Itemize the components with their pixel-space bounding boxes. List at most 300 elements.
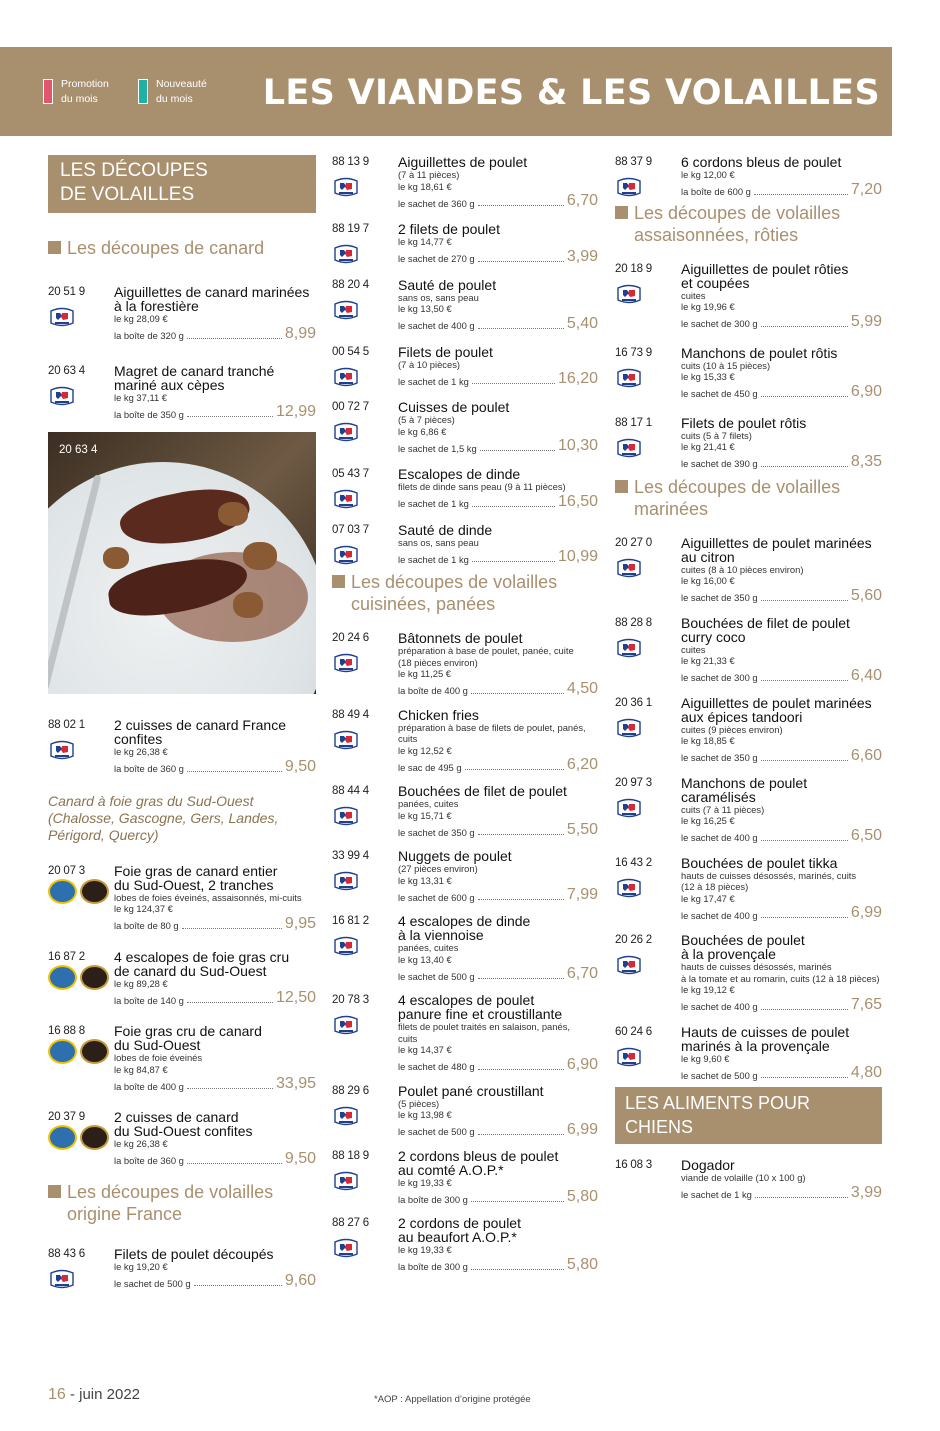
product-item	[48, 864, 316, 932]
product-item	[332, 1149, 598, 1206]
product-name: Hauts de cuisses de poulet	[681, 1023, 850, 1040]
product-price: 4,50	[566, 679, 598, 697]
product-price: 9,60	[284, 1272, 316, 1289]
product-name: Bouchées de poulet tikka	[681, 854, 838, 871]
product-detail: lobes de foies éveinés, assaisonnés, mi-cuits	[114, 891, 302, 903]
sud-ouest-label-icon	[80, 1039, 109, 1064]
product-price: 5,50	[566, 821, 598, 838]
section-title-text: Les découpes de canard	[67, 238, 265, 258]
product-item	[615, 696, 882, 764]
product-detail: le kg 12,52 €	[398, 744, 452, 756]
product-code	[48, 285, 114, 342]
product-code-text: 16 88 8	[48, 1025, 85, 1037]
product-photo-magret	[48, 432, 316, 694]
product-item	[332, 155, 598, 209]
product-item	[332, 708, 598, 774]
product-name: panure fine et croustillante	[398, 1006, 563, 1022]
product-name: 2 cordons de poulet	[398, 1215, 521, 1231]
product-name: au beaufort A.O.P.*	[398, 1229, 517, 1245]
leader-dots	[761, 680, 848, 681]
product-detail: à la tomate et au romarin, cuits (12 à 18 pièces)	[681, 972, 880, 984]
product-item	[615, 155, 882, 198]
product-body	[398, 849, 598, 903]
volaille-francaise-flag-icon	[48, 1269, 76, 1291]
volaille-francaise-flag-icon	[332, 300, 360, 322]
product-name: caramélisés	[681, 788, 756, 805]
product-body	[681, 1025, 882, 1082]
package-label: le sachet de 400 g	[398, 320, 475, 331]
volaille-francaise-flag-icon	[615, 558, 643, 580]
product-detail: hauts de cuisses désossés, marinés	[681, 961, 832, 972]
product-item	[615, 262, 882, 330]
section-box-line: LES ALIMENTS POUR CHIENS	[625, 1093, 811, 1137]
product-name: à la viennoise	[398, 927, 484, 943]
package-label: le sachet de 300 g	[681, 672, 758, 683]
leader-dots	[187, 338, 282, 339]
product-detail: le kg 19,33 €	[398, 1244, 452, 1255]
product-body	[114, 364, 316, 421]
leader-dots	[478, 834, 564, 835]
product-name: Aiguillettes de poulet marinées	[681, 694, 872, 711]
product-item	[615, 933, 882, 1013]
product-detail: (7 à 10 pièces)	[398, 358, 461, 370]
volaille-francaise-flag-icon	[332, 177, 360, 199]
section-title-cuisinees-panees	[332, 571, 598, 615]
mushroom-shape	[243, 542, 277, 570]
product-item	[48, 364, 316, 421]
package-label: le sachet de 350 g	[681, 752, 758, 763]
product-item	[615, 346, 882, 400]
leader-dots	[472, 506, 555, 507]
product-detail: le kg 13,40 €	[398, 953, 452, 965]
section-title-origine-france	[48, 1181, 316, 1225]
price-line	[681, 1064, 882, 1081]
product-name: Sauté de dinde	[398, 521, 493, 538]
leader-dots	[478, 1069, 564, 1070]
section-title-text: cuisinées, panées	[351, 594, 496, 614]
product-body	[398, 400, 598, 454]
sud-ouest-label-icon	[80, 965, 109, 990]
product-detail: cuites	[681, 289, 706, 301]
price-line	[398, 1256, 598, 1273]
sud-ouest-label-icon	[80, 879, 109, 904]
product-price: 6,60	[850, 746, 882, 764]
price-line	[398, 248, 598, 265]
product-body	[398, 708, 598, 774]
product-price: 5,80	[566, 1188, 598, 1205]
product-price: 9,50	[284, 757, 316, 775]
leader-dots	[761, 1077, 848, 1078]
product-name: 2 cuisses de canard France	[114, 717, 286, 733]
product-detail: panées, cuites	[398, 798, 459, 809]
section-square-icon	[332, 575, 345, 588]
leader-dots	[182, 928, 282, 929]
product-price: 6,99	[566, 1120, 598, 1138]
product-code	[332, 1149, 398, 1206]
product-item	[48, 285, 316, 342]
package-label: la boîte de 400 g	[398, 685, 468, 696]
product-code	[48, 1247, 114, 1290]
product-detail: cuites (8 à 10 pièces environ)	[681, 563, 804, 575]
product-body	[681, 933, 882, 1013]
product-price: 7,20	[850, 180, 882, 198]
product-body	[398, 993, 598, 1073]
product-code-text: 88 17 1	[615, 416, 652, 429]
product-body	[681, 262, 882, 330]
volaille-francaise-flag-icon	[332, 1171, 360, 1193]
section-box-line: DE VOLAILLES	[60, 184, 195, 205]
product-code	[615, 416, 681, 470]
product-code-text: 60 24 6	[615, 1025, 652, 1038]
product-body	[398, 155, 598, 209]
product-name: Filets de poulet	[398, 343, 493, 360]
product-detail: (5 pièces)	[398, 1097, 440, 1109]
price-line	[114, 1150, 316, 1167]
product-detail: filets de dinde sans peau (9 à 11 pièces)	[398, 481, 566, 492]
price-line	[398, 886, 598, 903]
price-line	[681, 1184, 882, 1201]
product-code	[332, 784, 398, 838]
promotion-swatch	[43, 79, 53, 104]
product-price: 5,80	[566, 1255, 598, 1273]
product-name: Bouchées de poulet	[681, 932, 805, 948]
price-line	[114, 1075, 316, 1092]
price-line	[681, 747, 882, 764]
product-detail: préparation à base de poulet, panée, cuite	[398, 645, 574, 656]
mushroom-shape	[233, 592, 263, 618]
product-name: et coupées	[681, 274, 750, 291]
package-label: le sachet de 360 g	[398, 197, 475, 209]
product-code	[615, 696, 681, 764]
product-body	[398, 467, 598, 510]
leader-dots	[478, 978, 564, 979]
product-item	[332, 784, 598, 838]
product-item	[332, 222, 598, 265]
product-name: à la provençale	[681, 946, 776, 962]
product-code	[332, 400, 398, 454]
volaille-francaise-flag-icon	[615, 638, 643, 660]
price-line	[114, 1272, 316, 1289]
product-name: 2 cuisses de canard	[114, 1109, 239, 1125]
package-label: le sachet de 400 g	[681, 909, 758, 921]
product-price: 5,99	[850, 312, 882, 330]
section-square-icon	[48, 241, 61, 254]
product-code-text: 88 37 9	[615, 156, 652, 168]
product-code-text: 20 78 3	[332, 994, 369, 1006]
product-code-text: 07 03 7	[332, 523, 369, 536]
volaille-francaise-flag-icon	[332, 806, 360, 828]
product-code	[615, 776, 681, 844]
package-label: le sachet de 270 g	[398, 253, 475, 264]
leader-dots	[465, 769, 564, 770]
product-price: 16,20	[557, 370, 598, 387]
leader-dots	[187, 1088, 273, 1089]
product-code-text: 20 24 6	[332, 632, 369, 644]
price-line	[398, 437, 598, 454]
product-detail: cuits (5 à 7 filets)	[681, 429, 752, 441]
leader-dots	[471, 1269, 564, 1270]
product-code-text: 88 43 6	[48, 1247, 85, 1260]
product-item	[332, 523, 598, 566]
product-code	[332, 1216, 398, 1273]
product-body	[681, 536, 882, 604]
leader-dots	[761, 396, 848, 397]
product-code-text: 88 28 8	[615, 616, 652, 629]
package-label: le sachet de 400 g	[681, 832, 758, 843]
product-detail: cuites	[681, 643, 706, 655]
product-detail: le kg 16,25 €	[681, 815, 735, 826]
volaille-francaise-flag-icon	[332, 730, 360, 752]
product-item	[332, 631, 598, 697]
product-code-text: 88 20 4	[332, 278, 369, 291]
nouveaute-swatch	[138, 79, 148, 104]
volaille-francaise-flag-icon	[615, 284, 643, 306]
product-name: marinés à la provençale	[681, 1037, 830, 1054]
note-line: Périgord, Quercy)	[48, 826, 159, 843]
product-code-text: 16 43 2	[615, 856, 652, 869]
product-name: aux épices tandoori	[681, 708, 803, 725]
package-label: la boîte de 360 g	[114, 763, 184, 774]
section-title-assaisonnees-roties	[615, 202, 882, 246]
leader-dots	[761, 760, 848, 761]
product-item	[615, 536, 882, 604]
quality-labels	[48, 965, 109, 990]
legend-label: Promotion	[61, 78, 109, 90]
package-label: le sachet de 300 g	[681, 318, 758, 329]
product-detail: le kg 15,71 €	[398, 809, 452, 821]
package-label: la boîte de 140 g	[114, 994, 184, 1006]
price-line	[398, 680, 598, 697]
volaille-francaise-flag-icon	[332, 545, 360, 567]
product-name: au citron	[681, 548, 735, 565]
package-label: la boîte de 300 g	[398, 1261, 468, 1272]
product-price: 8,35	[850, 452, 882, 470]
product-code-text: 88 44 4	[332, 785, 369, 797]
section-square-icon	[615, 206, 628, 219]
leader-dots	[471, 1201, 564, 1202]
product-detail: (7 à 11 pièces)	[398, 169, 460, 180]
leader-dots	[472, 561, 555, 562]
leader-dots	[761, 840, 848, 841]
package-label: la boîte de 400 g	[114, 1080, 184, 1092]
price-line	[681, 904, 882, 921]
product-name: curry coco	[681, 628, 746, 645]
package-label: le sachet de 1 kg	[398, 553, 469, 565]
leader-dots	[480, 450, 555, 451]
product-item	[332, 278, 598, 332]
product-name: Manchons de poulet	[681, 774, 808, 791]
volaille-francaise-flag-icon	[615, 368, 643, 390]
volaille-francaise-flag-icon	[615, 1047, 643, 1069]
volaille-francaise-flag-icon	[48, 307, 76, 329]
product-item	[332, 849, 598, 903]
product-code-text: 20 36 1	[615, 696, 652, 709]
quality-labels	[48, 879, 109, 904]
product-price: 10,30	[557, 437, 598, 454]
product-detail: (5 à 7 pièces)	[398, 414, 455, 425]
package-label: le sachet de 500 g	[114, 1277, 191, 1289]
product-detail: le kg 6,86 €	[398, 425, 447, 437]
note-line: (Chalosse, Gascogne, Gers, Landes,	[48, 809, 279, 826]
package-label: la boîte de 300 g	[398, 1193, 468, 1205]
product-code-text: 20 26 2	[615, 934, 652, 946]
product-detail: le kg 18,61 €	[398, 180, 452, 192]
product-price: 6,50	[850, 826, 882, 844]
section-box-decoupes-volailles	[48, 155, 316, 213]
product-code	[332, 914, 398, 982]
product-detail: cuits (7 à 11 pièces)	[681, 803, 765, 815]
legend-label: du mois	[156, 93, 193, 105]
product-body	[114, 1110, 316, 1167]
product-detail: le kg 26,38 €	[114, 746, 168, 757]
product-price: 5,40	[566, 314, 598, 332]
igp-label-icon	[48, 965, 77, 990]
price-line	[398, 192, 598, 209]
package-label: la boîte de 320 g	[114, 330, 184, 341]
product-code-text: 20 07 3	[48, 864, 85, 877]
product-body	[398, 631, 598, 697]
product-item	[332, 914, 598, 982]
product-detail: le kg 11,25 €	[398, 668, 451, 679]
leader-dots	[478, 328, 564, 329]
page-title: LES VIANDES & LES VOLAILLES	[262, 73, 880, 113]
package-label: le sachet de 400 g	[681, 1001, 758, 1012]
package-label: le sachet de 450 g	[681, 388, 758, 399]
product-detail: le kg 13,50 €	[398, 303, 452, 314]
product-name: du Sud-Ouest	[114, 1037, 201, 1053]
product-name: du Sud-Ouest confites	[114, 1123, 253, 1139]
package-label: la boîte de 80 g	[114, 920, 179, 931]
product-name: Bouchées de filet de poulet	[681, 614, 850, 631]
package-label: la boîte de 350 g	[114, 408, 184, 420]
leader-dots	[478, 261, 564, 262]
product-item	[615, 616, 882, 684]
product-detail: le kg 15,33 €	[681, 371, 735, 382]
leader-dots	[187, 771, 282, 772]
product-name: Poulet pané croustillant	[398, 1082, 544, 1099]
quality-labels	[48, 1039, 109, 1064]
product-name: du Sud-Ouest, 2 tranches	[114, 876, 274, 893]
product-body	[398, 222, 598, 265]
leader-dots	[478, 1134, 564, 1135]
product-detail: (27 pièces environ)	[398, 863, 478, 874]
legend-label: du mois	[61, 93, 98, 105]
product-name: 4 escalopes de foie gras cru	[114, 948, 290, 965]
product-detail: filets de poulet traités en salaison, panés,	[398, 1021, 570, 1032]
product-name: Filets de poulet rôtis	[681, 414, 807, 431]
product-body	[114, 1247, 316, 1290]
product-detail: le kg 37,11 €	[114, 391, 167, 403]
product-body	[398, 278, 598, 332]
product-detail: (18 pièces environ)	[398, 656, 478, 668]
legend-nouveaute	[138, 77, 207, 107]
legend-promotion	[43, 77, 109, 107]
product-detail: panées, cuites	[398, 942, 459, 953]
product-body	[681, 776, 882, 844]
volaille-francaise-flag-icon	[615, 438, 643, 460]
section-title-marinees	[615, 476, 882, 520]
product-body	[398, 523, 598, 566]
product-name: Bouchées de filet de poulet	[398, 783, 567, 799]
product-name: 2 cordons bleus de poulet	[398, 1147, 559, 1164]
leader-dots	[187, 1002, 273, 1003]
product-code	[615, 933, 681, 1013]
product-price: 6,99	[850, 904, 882, 921]
volaille-francaise-flag-icon	[48, 740, 76, 762]
product-body	[398, 1216, 598, 1273]
product-code-text: 20 63 4	[48, 364, 85, 377]
product-detail: le kg 18,85 €	[681, 735, 735, 746]
product-name: Filets de poulet découpés	[114, 1245, 274, 1262]
product-item	[615, 1025, 882, 1082]
product-item	[615, 416, 882, 470]
section-title-text: Les découpes de volailles	[67, 1181, 274, 1202]
product-detail: cuites (9 pièces environ)	[681, 723, 783, 735]
product-detail: cuits	[398, 1032, 418, 1044]
product-detail: (12 à 18 pièces)	[681, 881, 749, 892]
product-code	[615, 1158, 681, 1201]
leader-dots	[761, 466, 848, 467]
product-detail: sans os, sans peau	[398, 536, 479, 548]
header-banner	[0, 47, 892, 136]
price-line	[398, 1121, 598, 1138]
product-name: 2 filets de poulet	[398, 221, 500, 237]
product-code-text: 00 54 5	[332, 345, 369, 358]
leader-dots	[471, 693, 564, 694]
product-name: Aiguillettes de poulet rôties	[681, 260, 849, 277]
product-code	[332, 278, 398, 332]
package-label: le sachet de 1 kg	[398, 375, 469, 387]
product-detail: hauts de cuisses désossés, marinés, cuits	[681, 869, 857, 881]
section-box-aliments-chiens	[615, 1087, 882, 1144]
package-label: la boîte de 360 g	[114, 1155, 184, 1166]
quality-labels	[48, 1125, 109, 1150]
product-code	[615, 536, 681, 604]
product-detail: le kg 19,33 €	[398, 1176, 452, 1188]
product-code-text: 88 18 9	[332, 1149, 369, 1162]
product-item	[615, 1158, 882, 1201]
product-code	[615, 346, 681, 400]
product-code	[615, 856, 681, 922]
product-name: Escalopes de dinde	[398, 466, 521, 482]
section-title-text: Les découpes de volailles	[634, 202, 841, 223]
product-price: 6,20	[566, 756, 598, 773]
section-title-text: Les découpes de volailles	[634, 476, 841, 497]
leader-dots	[755, 1197, 848, 1198]
volaille-francaise-flag-icon	[332, 1106, 360, 1128]
volaille-francaise-flag-icon	[615, 718, 643, 740]
product-item	[48, 718, 316, 775]
product-body	[681, 856, 882, 922]
product-detail: le kg 13,31 €	[398, 874, 452, 886]
price-line	[398, 548, 598, 565]
product-item	[332, 1084, 598, 1138]
leader-dots	[761, 326, 848, 327]
product-code	[48, 1024, 114, 1092]
product-price: 33,95	[275, 1075, 316, 1092]
package-label: le sachet de 1,5 kg	[398, 442, 477, 454]
leader-dots	[187, 1163, 282, 1164]
product-code	[615, 616, 681, 684]
section-title-text: origine France	[67, 1203, 183, 1224]
product-code	[615, 155, 681, 198]
igp-label-icon	[48, 879, 77, 904]
product-code-text: 20 18 9	[615, 262, 652, 275]
price-line	[398, 756, 598, 773]
product-price: 3,99	[566, 247, 598, 265]
package-label: la boîte de 600 g	[681, 186, 751, 197]
product-code	[332, 993, 398, 1073]
